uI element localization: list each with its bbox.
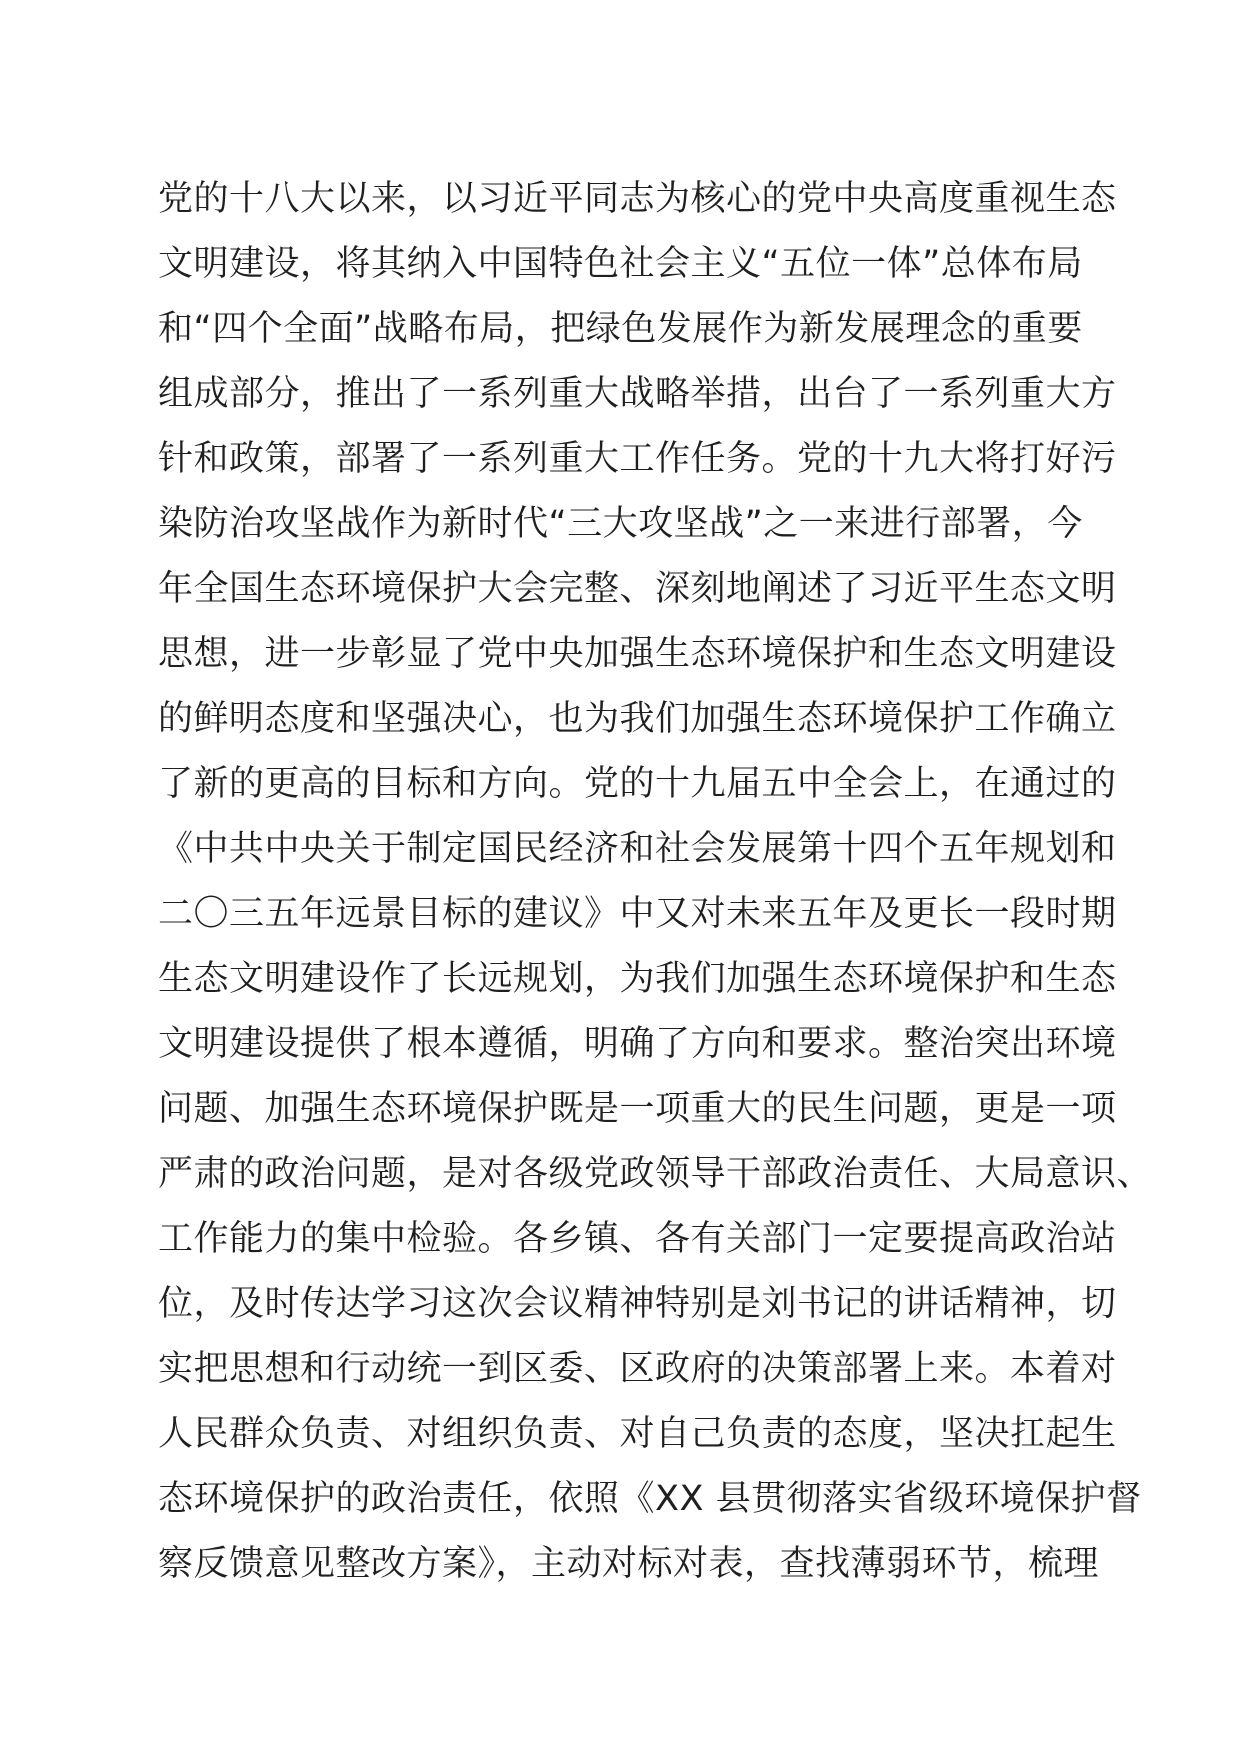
text-line: 染防治攻坚战作为新时代“三大攻坚战”之一来进行部署，今 <box>158 504 1083 544</box>
text-line: 二〇三五年远景目标的建议》中又对未来五年及更长一段时期 <box>158 894 1117 934</box>
text-line: 问题、加强生态环境保护既是一项重大的民生问题，更是一项 <box>158 1089 1117 1129</box>
text-line: 了新的更高的目标和方向。党的十九届五中全会上，在通过的 <box>158 764 1117 804</box>
text-line: 位，及时传达学习这次会议精神特别是刘书记的讲话精神，切 <box>158 1284 1117 1324</box>
text-line: 文明建设提供了根本遵循，明确了方向和要求。整治突出环境 <box>158 1024 1117 1064</box>
text-line: 《中共中央关于制定国民经济和社会发展第十四个五年规划和 <box>158 829 1117 869</box>
text-line: 的鲜明态度和坚强决心，也为我们加强生态环境保护工作确立 <box>158 699 1117 739</box>
text-line: 实把思想和行动统一到区委、区政府的决策部署上来。本着对 <box>158 1349 1117 1389</box>
text-line: 人民群众负责、对组织负责、对自己负责的态度，坚决扛起生 <box>158 1414 1117 1454</box>
text-line: 针和政策，部署了一系列重大工作任务。党的十九大将打好污 <box>158 439 1117 479</box>
text-line: 严肃的政治问题，是对各级党政领导干部政治责任、大局意识、 <box>158 1154 1153 1194</box>
text-line: 年全国生态环境保护大会完整、深刻地阐述了习近平生态文明 <box>158 569 1117 609</box>
text-line: 思想，进一步彰显了党中央加强生态环境保护和生态文明建设 <box>158 634 1117 674</box>
text-line: 党的十八大以来，以习近平同志为核心的党中央高度重视生态 <box>158 179 1117 219</box>
text-line: 和“四个全面”战略布局，把绿色发展作为新发展理念的重要 <box>158 309 1083 349</box>
text-line: 文明建设，将其纳入中国特色社会主义“五位一体”总体布局 <box>158 244 1083 284</box>
text-line: 态环境保护的政治责任，依照《XX 县贯彻落实省级环境保护督 <box>158 1479 1142 1519</box>
text-line: 生态文明建设作了长远规划，为我们加强生态环境保护和生态 <box>158 959 1117 999</box>
text-line: 察反馈意见整改方案》，主动对标对表，查找薄弱环节，梳理 <box>158 1544 1100 1584</box>
text-line: 工作能力的集中检验。各乡镇、各有关部门一定要提高政治站 <box>158 1219 1117 1259</box>
body-paragraph <box>158 167 1153 1597</box>
text-line: 组成部分，推出了一系列重大战略举措，出台了一系列重大方 <box>158 374 1117 414</box>
